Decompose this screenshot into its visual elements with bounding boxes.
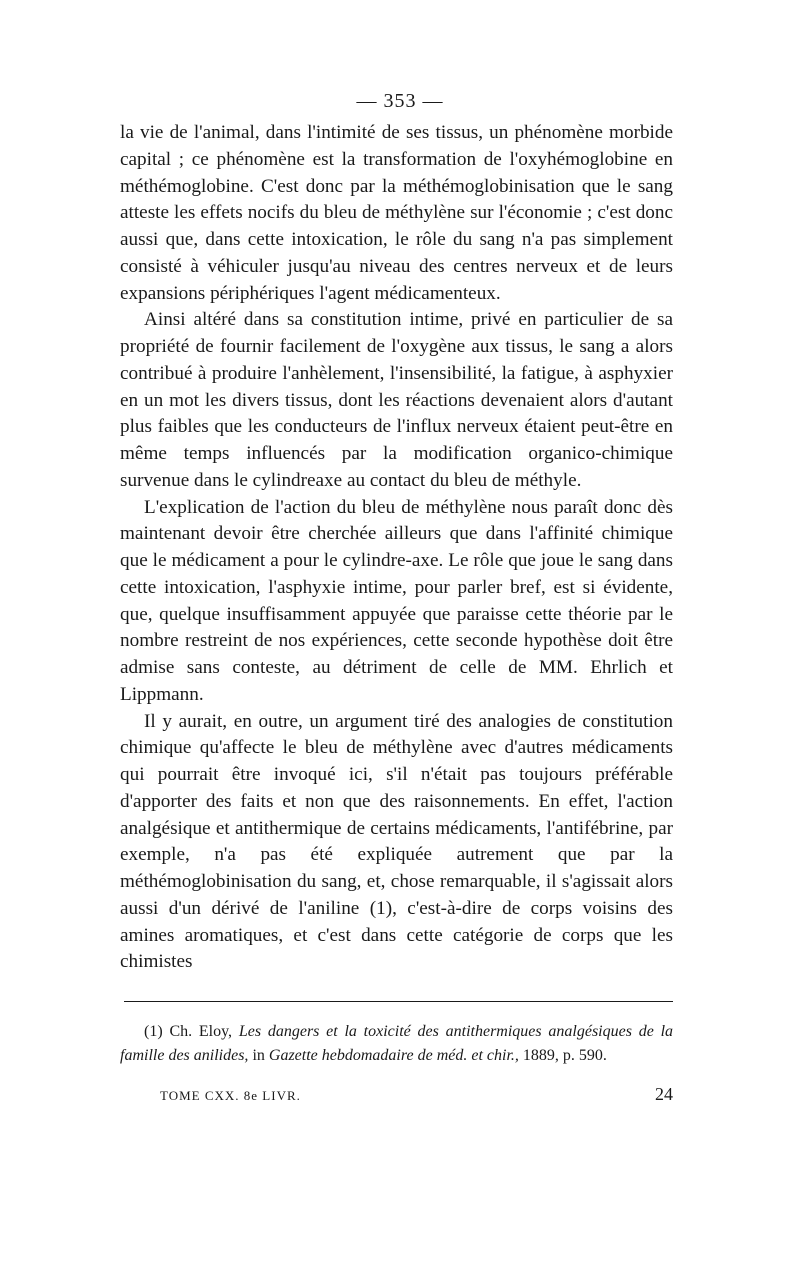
page-number: — 353 — [356,90,444,112]
paragraph-4: Il y aurait, en outre, un argument tiré des analogies de constitution chimique qu'affecte le bleu de méthylène avec d'autres médicaments qui pourrait être invoqué ici, s'il n'était pas toujours préférable d'apporter des faits et non que des raisonnements. En effet, l'action analgésique et antithermique de certains médicaments, l'antifébrine, par exemple, n'a pas été expliquée autrement que par la méthémoglobinisation du sang, et, chose remarquable, il s'agissait alors aussi d'un dérivé de l'aniline (1), c'est-à-dire de corps voisins des amines aromatiques, et c'est dans cette catégorie de corps que les chimistes [120,710,673,973]
signature-number: 24 [655,1084,673,1104]
footnote-in: in [252,1047,265,1064]
footnote-text [120,1020,673,1068]
paragraph-2: Ainsi altéré dans sa constitution intime, privé en particulier de sa propriété de fournir facilement de l'oxygène aux tissus, le sang a alors contribué à produire l'anhèlement, l'insensibilité, la fatigue, à asphyxier en un mot les divers tissus, dont les réactions devenaient alors d'autant plus faibles que les conducteurs de l'influx nerveux étaient peut-être en même temps influencés par la modification organico-chimique survenue dans le cylindreaxe au contact du bleu de méthyle. [120,309,673,491]
footnote-divider [124,1001,673,1002]
footnote-title: Les dangers et la toxicité des antithermiques analgésiques de la famille des anilides, [120,1023,674,1064]
footnote-journal: Gazette hebdomadaire de méd. et chir., [268,1047,519,1064]
footnote [120,1020,673,1068]
body-text [120,120,673,976]
paragraph-3: L'explication de l'action du bleu de méthylène nous paraît donc dès maintenant devoir être cherchée ailleurs que dans l'affinité chimique que le médicament a pour le cylindre-axe. Le rôle que joue le sang dans cette intoxication, l'asphyxie intime, pour parler bref, est si évidente, que, quelque insuffisamment appuyée que paraisse cette théorie par le nombre restreint de nos expériences, cette seconde hypothèse doit être admise sans conteste, au détriment de celle de MM. Ehrlich et Lippmann. [120,496,673,705]
signature-label: TOME CXX. 8e LIVR. [160,1088,301,1103]
footnote-author: Ch. Eloy, [169,1023,233,1040]
paragraph-1: la vie de l'animal, dans l'intimité de ses tissus, un phénomène morbide capital ; ce phénomène est la transformation de l'oxyhémoglobine en méthémoglobine. C'est donc par la méthémoglobinisation que le sang atteste les effets nocifs du bleu de méthylène sur l'économie ; c'est donc aussi que, dans cette intoxication, le rôle du sang n'a pas simplement consisté à véhiculer jusqu'au niveau des centres nerveux et de leurs expansions périphériques l'agent médicamenteux. [120,122,673,304]
footnote-marker: (1) [144,1023,163,1040]
footnote-details: 1889, p. 590. [522,1047,607,1064]
